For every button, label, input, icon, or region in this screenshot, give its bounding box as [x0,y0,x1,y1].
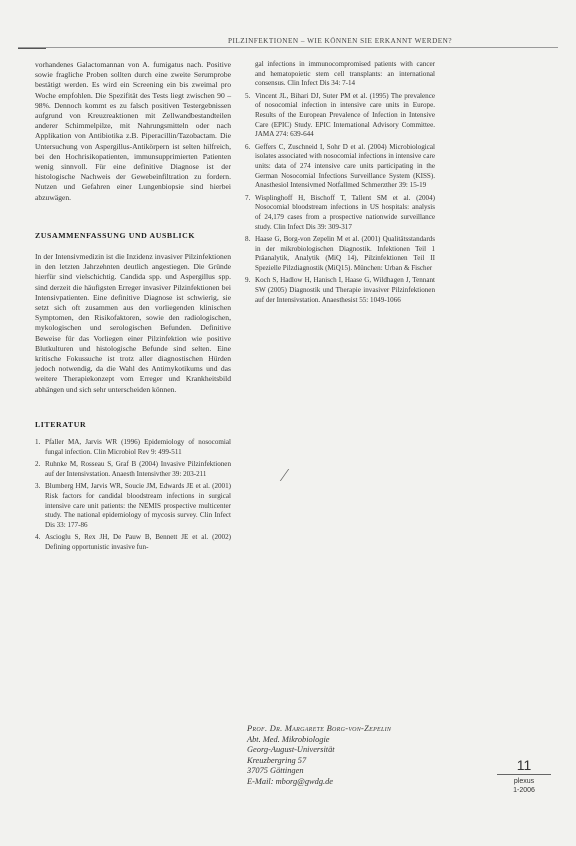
reference-item: 6. Geffers C, Zuschneid I, Sohr D et al. (2004) Microbiological isolates associated with nosocomial infections in intensive care units: data of 274 intensive care units participating in the German Nosocomial Infections Surveillance System (KISS). Anasthesiol Intensivmed Notfallmed Schmerzther 39: 15-19 [245,142,435,190]
author-email: E-Mail: mborg@gwdg.de [247,776,334,786]
author-line: Kreuzbergring 57 [247,755,307,765]
page-number-rule [497,774,551,775]
reference-item: 7. Wisplinghoff H, Bischoff T, Tallent SM et al. (2004) Nosocomial bloodstream infections in US hospitals: analysis of 24,179 cases from a prospective nationwide surveillance study. Clin Infect Dis 39: 309-317 [245,193,435,231]
reference-item: 2. Ruhnke M, Rosseau S, Graf B (2004) Invasive Pilzinfektionen auf der Intensivstation. Anaesth Intensivther 39: 203-211 [35,460,231,478]
author-block [247,724,477,788]
reference-item: 9. Koch S, Hadlow H, Hanisch I, Haase G, Wildhagen J, Tennant SW (2005) Diagnostik und Therapie invasiver Pilzinfektionen auf der Intensivstation. Anaesthesist 55: 1049-1066 [245,276,435,304]
reference-item: 8. Haase G, Borg-von Zepelin M et al. (2001) Qualitätsstandards in der mikrobiologischen Diagnostik. Infektionen Teil 1 Präanalytik, Analytik (MiQ 14), Pilzinfektionen Teil II Spezielle Pilzdiagnostik (MiQ15). München: Urban & Fischer [245,235,435,272]
summary-heading: ZUSAMMENFASSUNG UND AUSBLICK [35,230,196,240]
journal-name: plexus [513,778,535,785]
reference-list-left [35,438,231,553]
page-number-box [497,758,551,795]
references-heading: LITERATUR [35,419,87,429]
author-line: Georg-August-Universität [247,745,335,755]
right-column [245,60,435,308]
summary-paragraph: In der Intensivmedizin ist die Inzidenz invasiver Pilzinfektionen in den letzten Jahrzehnten deutlich angestiegen. Die Gründe hierfür sind vielschichtig. Candida spp. und Aspergillus spp. sind derzeit die häufigsten Erreger invasiver Pilzinfektionen bei Intensivpatienten. Eine definitive Diagnose ist schwierig, sie setzt sich oft zusammen aus den vorliegenden klinischen Symptomen, den Risikofaktoren, sowie den radiologischen, mykologischen und serologischen Befunden. Definitive Beweise für das Vorliegen einer Pilzinfektion wie positive Blutkulturen und histologische Befunde sind selten. Eine kritische Fokussuche ist trotz aller diagnostischen Hürden jedoch notwendig, da die Wahl des Antimykotikums und das weitere Therapiekonzept vom Erreger und Krankheitsbild abhängen und sich sehr unterscheiden können. [35,252,231,394]
header-rule [18,47,558,48]
author-line: Abt. Med. Mikrobiologie [247,734,330,744]
end-mark-icon: ⁄ [283,465,287,485]
journal-issue: 1-2006 [513,787,535,794]
author-name: Prof. Dr. Margarete Borg-von-Zepelin [247,724,392,733]
intro-paragraph: vorhandenes Galactomannan von A. fumigatus nach. Positive sowie fragliche Proben sollten durch eine zweite Serumprobe bestätigt werden. Es wird ein Screening ein bis zweimal pro Woche empfohlen. Die Spezifität des Tests liegt zwischen 90 – 98%. Dennoch kommt es zu falsch positiven Testergebnissen aufgrund von Kreuzreaktionen mit Zellwandbestandteilen anderer Schimmelpilze, mit Nahrungsmitteln oder nach Applikation von Antibiotika z.B. Piperacillin/Tazobactam. Die Untersuchung von Aspergillus-Antikörpern ist selten hilfreich, bei den Hochrisikopatienten, immunsupprimierten Patienten wenig sinnvoll. Für eine definitive Diagnose ist der histologische Nachweis der Gewebeinfiltration zu fordern. Nutzen und Gefahren einer Lungenbiopsie sind hierbei abzuwägen. [35,60,231,202]
reference-item: gal infections in immunocompromised patients with cancer and hematopoietic stem cell transplants: an international consensus. Clin Infect Dis 34: 7-14 [255,60,435,88]
reference-item: 1. Pfaller MA, Jarvis WR (1996) Epidemiology of nosocomial fungal infection. Clin Microbiol Rev 9: 499-511 [35,438,231,456]
reference-item: 5. Vincent JL, Bihari DJ, Suter PM et al. (1995) The prevalence of nosocomial infection in intensive care units in Europe. Results of the European Prevalence of Infection in Intensive Care (EPIC) Study. EPIC International Advisory Committee. JAMA 274: 639-644 [245,91,435,139]
reference-item: 4. Ascioglu S, Rex JH, De Pauw B, Bennett JE et al. (2002) Defining opportunistic invasive fun- [35,533,231,552]
author-line: 37075 Göttingen [247,766,304,776]
left-column [35,60,231,556]
reference-list-right [245,60,435,305]
reference-item: 3. Blumberg HM, Jarvis WR, Soucie JM, Edwards JE et al. (2001) Risk factors for candidal bloodstream infections in surgical intensive care unit patients: the NEMIS prospective multicenter study. The national epidemiology of mycosis survey. Clin Infect Dis 33: 177-86 [35,482,231,529]
page-number: 11 [516,757,532,773]
running-header: PILZINFEKTIONEN – WIE KÖNNEN SIE ERKANNT WERDEN? [228,37,453,45]
